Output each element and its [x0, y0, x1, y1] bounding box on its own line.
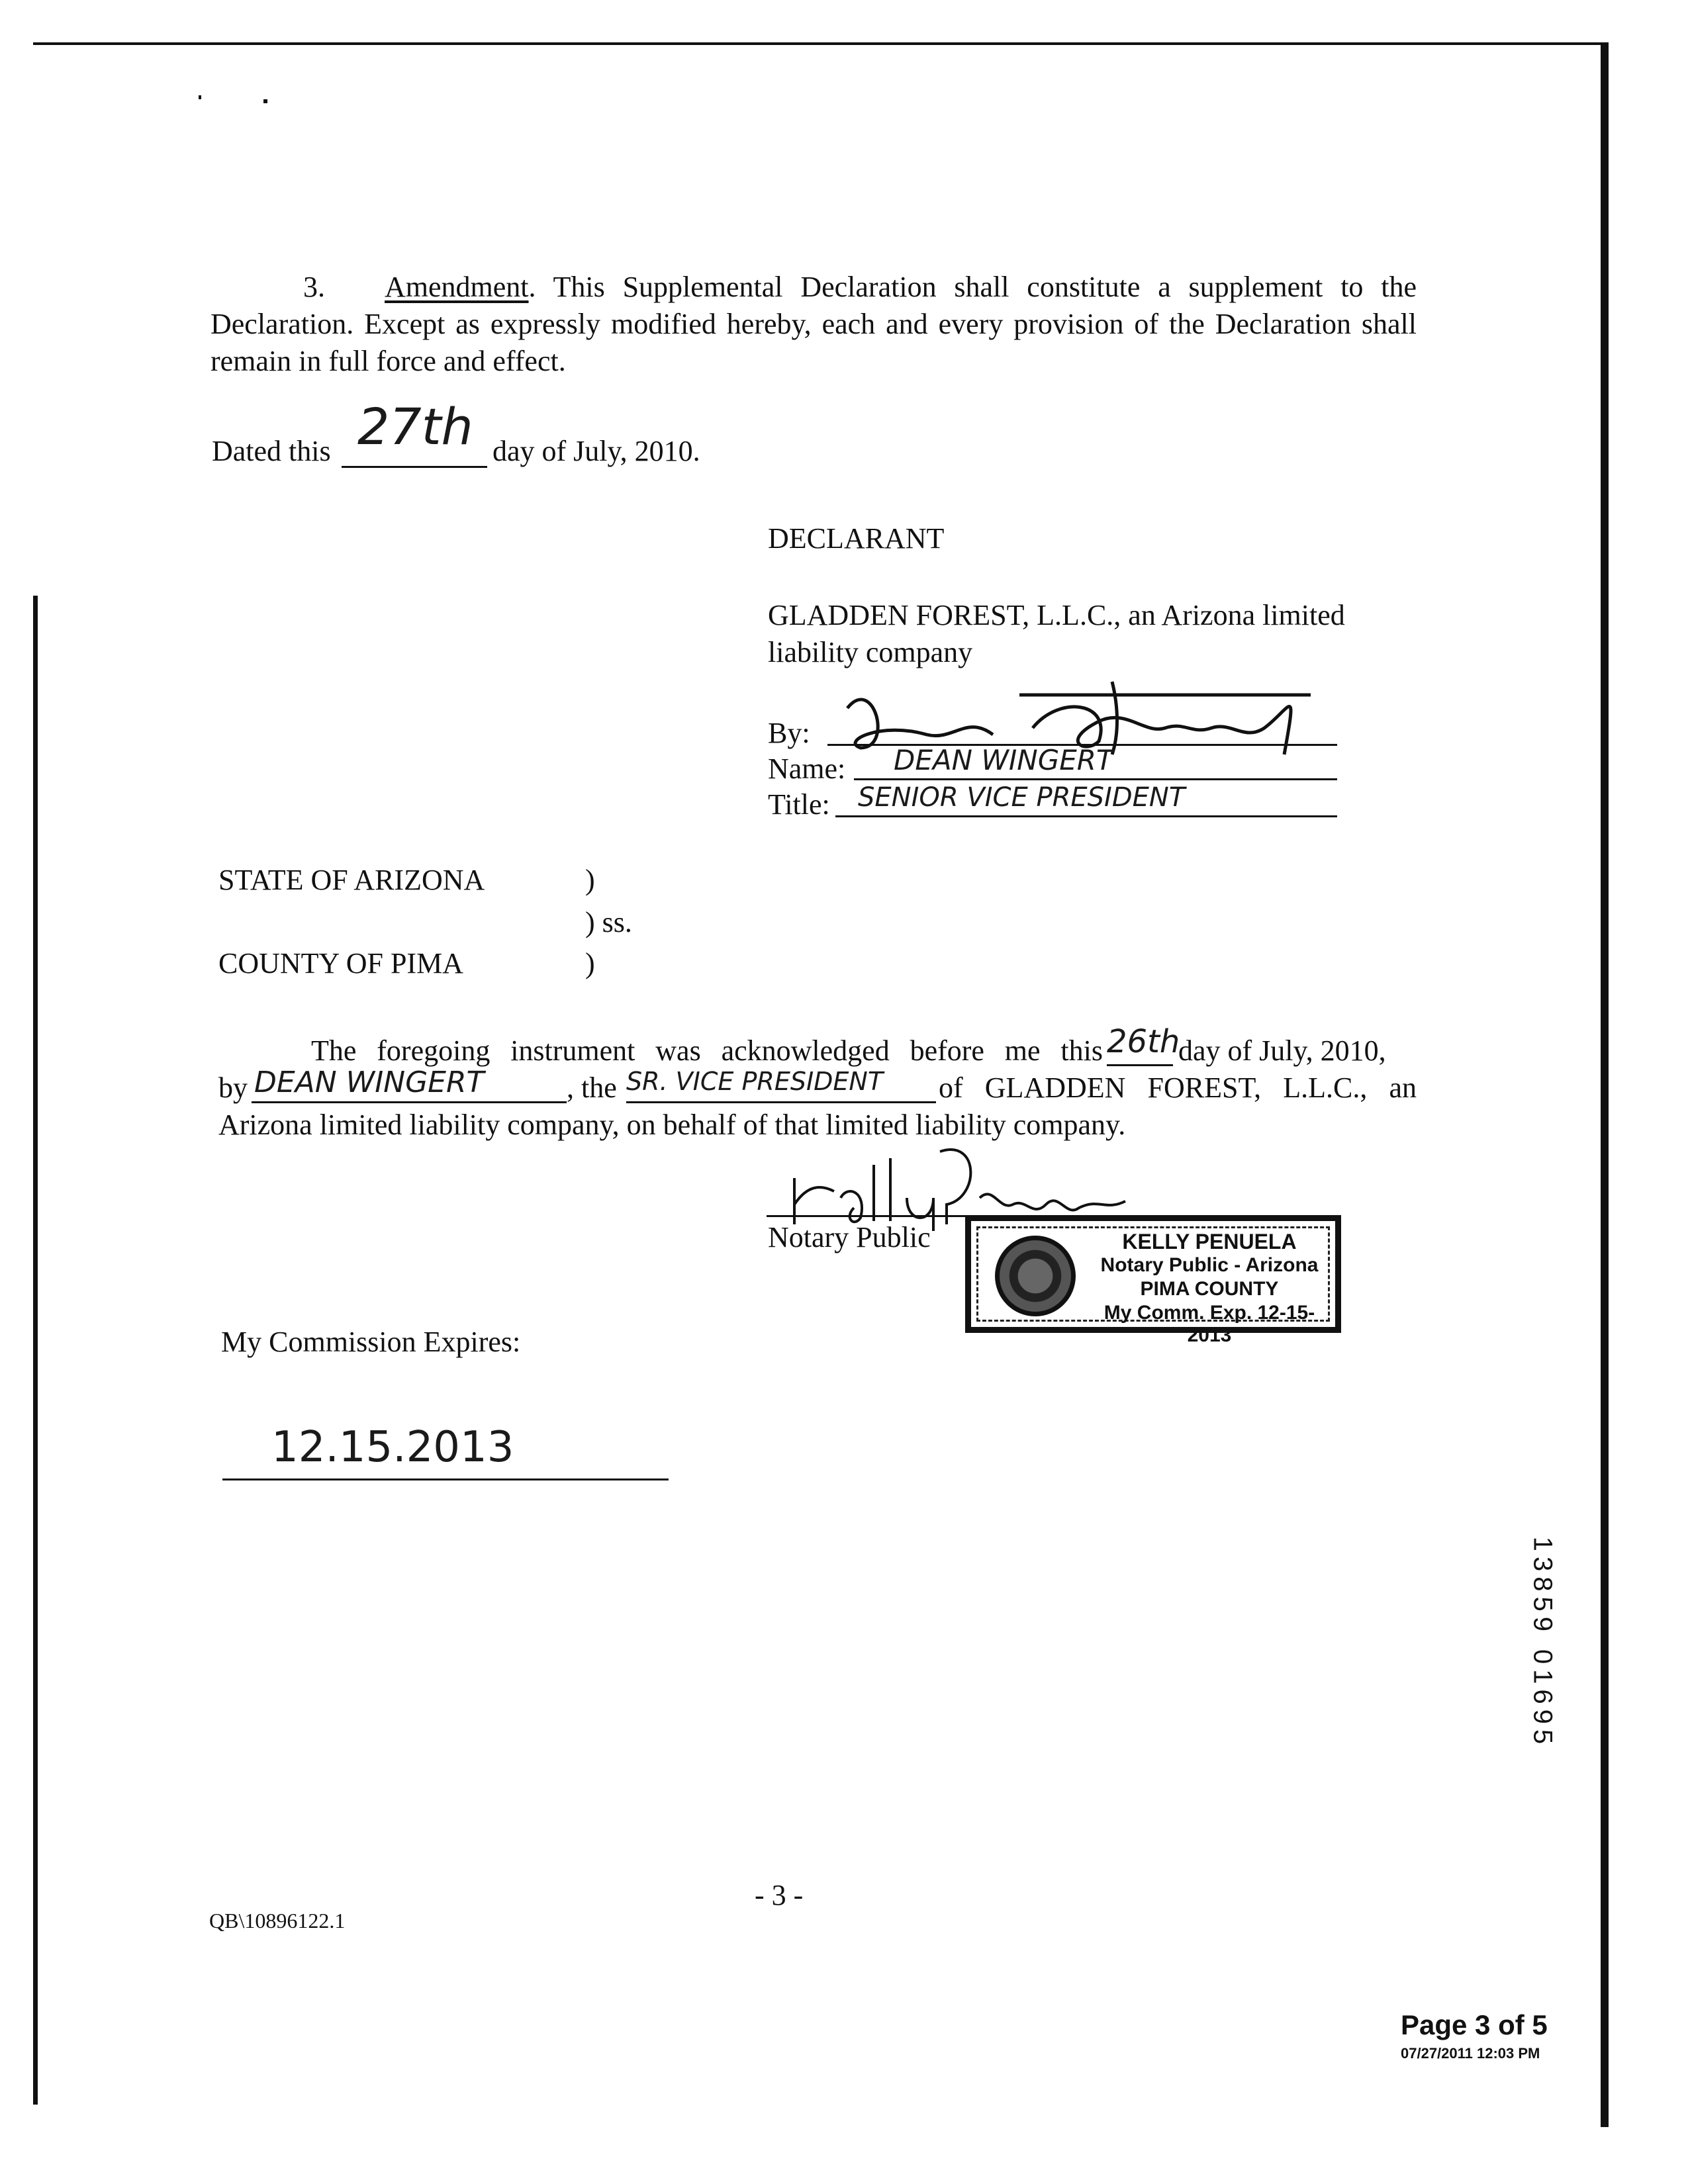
amendment-paragraph [211, 269, 1417, 380]
section-number: 3. [303, 271, 325, 303]
title-handwritten: SENIOR VICE PRESIDENT [858, 782, 1186, 813]
right-border-line [1601, 42, 1609, 2127]
ack-the: , the [567, 1071, 617, 1104]
commission-label: My Commission Expires: [221, 1326, 521, 1358]
ack-title-line [626, 1101, 936, 1103]
declarant-heading: DECLARANT [768, 522, 945, 555]
scan-speck [263, 99, 267, 103]
ack-part2: day of July, 2010, [1178, 1034, 1386, 1067]
name-label: Name: [768, 752, 846, 785]
ack-day-line [1107, 1064, 1173, 1066]
venue-paren-2: ) [585, 947, 595, 979]
left-border-line [33, 596, 38, 2105]
notary-stamp [965, 1215, 1341, 1346]
dated-prefix: Dated this [212, 435, 331, 467]
stamp-line2: Notary Public - Arizona [1100, 1254, 1319, 1276]
state-line: STATE OF ARIZONA [218, 864, 485, 896]
ack-title-handwritten: SR. VICE PRESIDENT [626, 1067, 884, 1096]
title-line [835, 815, 1337, 817]
name-handwritten: DEAN WINGERT [894, 744, 1113, 776]
stamp-line1: KELLY PENUELA [1122, 1230, 1297, 1253]
dated-suffix: day of July, 2010. [492, 435, 700, 467]
ack-part4: Arizona limited liability company, on behalf of that limited liability company. [218, 1109, 1126, 1141]
ack-name-line [252, 1101, 567, 1103]
top-border-line [33, 42, 1609, 45]
ack-name-handwritten: DEAN WINGERT [254, 1066, 485, 1099]
footer-timestamp: 07/27/2011 12:03 PM [1401, 2045, 1540, 2062]
section-text: . This Supplemental Declaration shall constitute a supplement to the Declaration. Except as expressly modified hereby, each and every provision of the Declaration shall remain in full force and effect. [211, 271, 1417, 377]
ack-day-handwritten: 26th [1107, 1023, 1180, 1060]
page-marker: - 3 - [755, 1879, 804, 1911]
commission-date-handwritten: 12.15.2013 [271, 1423, 514, 1472]
doc-code: QB\10896122.1 [209, 1909, 346, 1933]
stamp-line4: My Comm. Exp. 12-15-2013 [1103, 1302, 1315, 1346]
dated-day-handwritten: 27th [357, 397, 473, 456]
venue-paren-1: ) [585, 864, 595, 896]
declarant-company-line1: GLADDEN FOREST, L.L.C., an Arizona limited [768, 599, 1345, 631]
section-heading: Amendment [385, 271, 529, 303]
vertical-recording-number: 13859 01695 [1528, 1536, 1558, 1750]
dated-blank-line [342, 466, 487, 468]
footer-page: Page 3 of 5 [1401, 2009, 1548, 2040]
stamp-line3: PIMA COUNTY [1140, 1278, 1279, 1300]
name-line [854, 778, 1337, 780]
by-label: By: [768, 717, 810, 749]
scan-speck [199, 95, 201, 99]
ack-by: by [218, 1071, 248, 1104]
notary-label: Notary Public [768, 1221, 931, 1253]
title-label: Title: [768, 788, 830, 821]
ack-part3: of GLADDEN FOREST, L.L.C., an [939, 1071, 1417, 1104]
county-line: COUNTY OF PIMA [218, 947, 463, 979]
commission-date-line [222, 1479, 669, 1480]
declarant-company-line2: liability company [768, 636, 973, 668]
state-seal-icon [995, 1236, 1076, 1316]
ss-line: ) ss. [585, 906, 632, 938]
ack-part1: The foregoing instrument was acknowledged before me this [311, 1034, 1103, 1067]
